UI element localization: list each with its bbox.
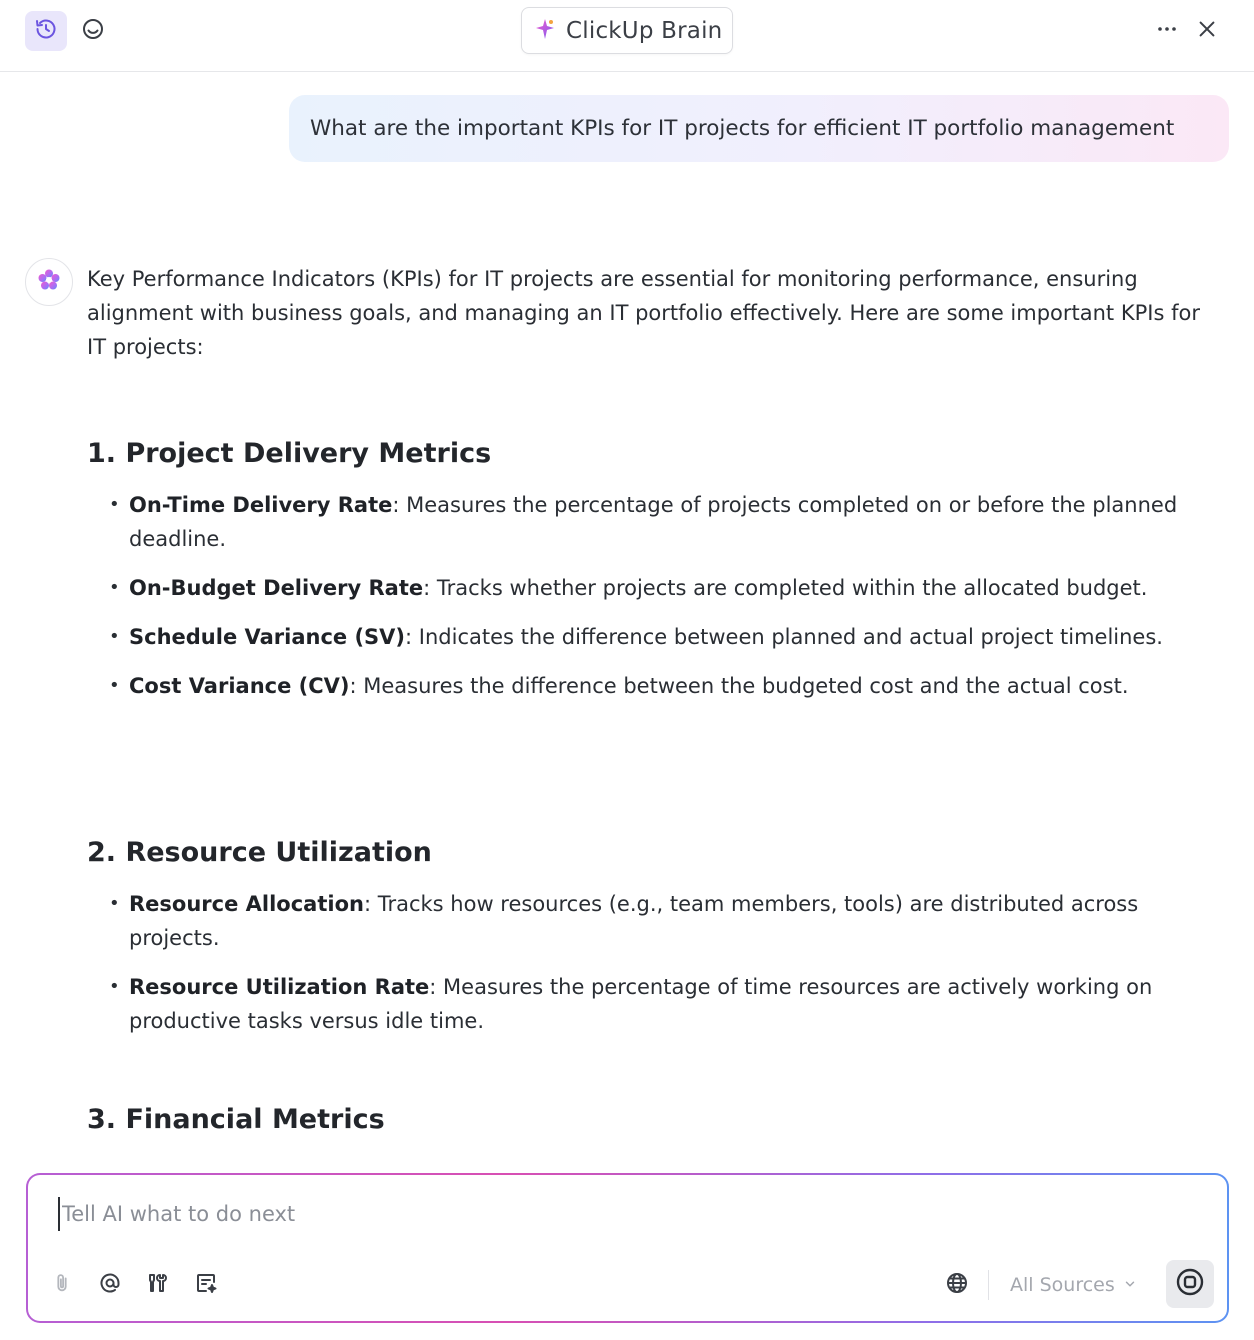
attach-button[interactable] — [44, 1267, 80, 1303]
kpi-term: Resource Allocation — [129, 892, 364, 916]
kpi-term: Resource Utilization Rate — [129, 975, 430, 999]
ai-avatar — [25, 258, 73, 306]
page-title: ClickUp Brain — [566, 17, 723, 44]
list-item — [87, 571, 1217, 605]
section-title: 1. Project Delivery Metrics — [87, 438, 492, 469]
bullet-list — [87, 488, 1217, 718]
mention-button[interactable] — [92, 1267, 128, 1303]
tools-button[interactable] — [140, 1267, 176, 1303]
prompt-composer — [26, 1173, 1229, 1323]
stop-icon — [1175, 1267, 1205, 1301]
user-message-bubble — [289, 95, 1229, 162]
ai-response — [87, 262, 1217, 1135]
stop-button[interactable] — [1166, 1260, 1214, 1308]
list-item — [87, 620, 1217, 654]
section-title: 2. Resource Utilization — [87, 837, 432, 868]
history-button[interactable] — [25, 11, 67, 51]
kpi-desc: : Measures the percentage of projects completed on or before the planned deadline. — [129, 493, 1178, 551]
divider — [988, 1270, 989, 1300]
sources-dropdown[interactable] — [1010, 1269, 1137, 1301]
composer-box — [28, 1175, 1227, 1321]
prompt-input[interactable] — [58, 1197, 758, 1231]
kpi-desc: : Tracks how resources (e.g., team members, tools) are distributed across projects. — [129, 892, 1139, 950]
brain-logo-icon — [534, 18, 556, 44]
inbox-button[interactable] — [72, 11, 114, 51]
kpi-desc: : Tracks whether projects are completed within the allocated budget. — [423, 576, 1148, 600]
ai-intro-text: Key Performance Indicators (KPIs) for IT projects are essential for monitoring performance, ensuring alignment with business goals, and managing an IT portfolio effectively. Here are some important KPIs for IT projects: — [87, 267, 1200, 359]
template-button[interactable] — [188, 1267, 224, 1303]
section-title: 3. Financial Metrics — [87, 1104, 385, 1135]
close-button[interactable] — [1186, 11, 1228, 51]
kpi-term: On-Budget Delivery Rate — [129, 576, 424, 600]
chevron-down-icon — [1123, 1274, 1137, 1296]
brain-avatar-icon — [36, 267, 62, 297]
kpi-desc: : Indicates the difference between planned and actual project timelines. — [405, 625, 1163, 649]
mention-icon — [98, 1271, 122, 1299]
list-item — [87, 488, 1217, 556]
list-item — [87, 970, 1217, 1038]
close-icon — [1196, 18, 1218, 44]
history-icon — [34, 17, 58, 45]
tools-icon — [146, 1271, 170, 1299]
kpi-desc: : Measures the difference between the budgeted cost and the actual cost. — [349, 674, 1129, 698]
kpi-term: Schedule Variance (SV) — [129, 625, 406, 649]
more-icon — [1155, 17, 1179, 45]
sources-label: All Sources — [1010, 1274, 1115, 1296]
more-options-button[interactable] — [1146, 11, 1188, 51]
kpi-desc: : Measures the percentage of time resources are actively working on productive tasks versus idle time. — [129, 975, 1153, 1033]
user-message-text: What are the important KPIs for IT projects for efficient IT portfolio management — [310, 116, 1175, 141]
title-pill[interactable] — [521, 7, 733, 54]
inbox-icon — [81, 17, 105, 45]
template-icon — [194, 1271, 218, 1299]
kpi-term: Cost Variance (CV) — [129, 674, 350, 698]
web-search-button[interactable] — [939, 1267, 975, 1303]
kpi-term: On-Time Delivery Rate — [129, 493, 393, 517]
list-item — [87, 669, 1217, 703]
attach-icon — [51, 1272, 73, 1298]
globe-icon — [945, 1271, 969, 1299]
bullet-list — [87, 887, 1217, 1053]
list-item — [87, 887, 1217, 955]
chat-header — [0, 0, 1254, 72]
